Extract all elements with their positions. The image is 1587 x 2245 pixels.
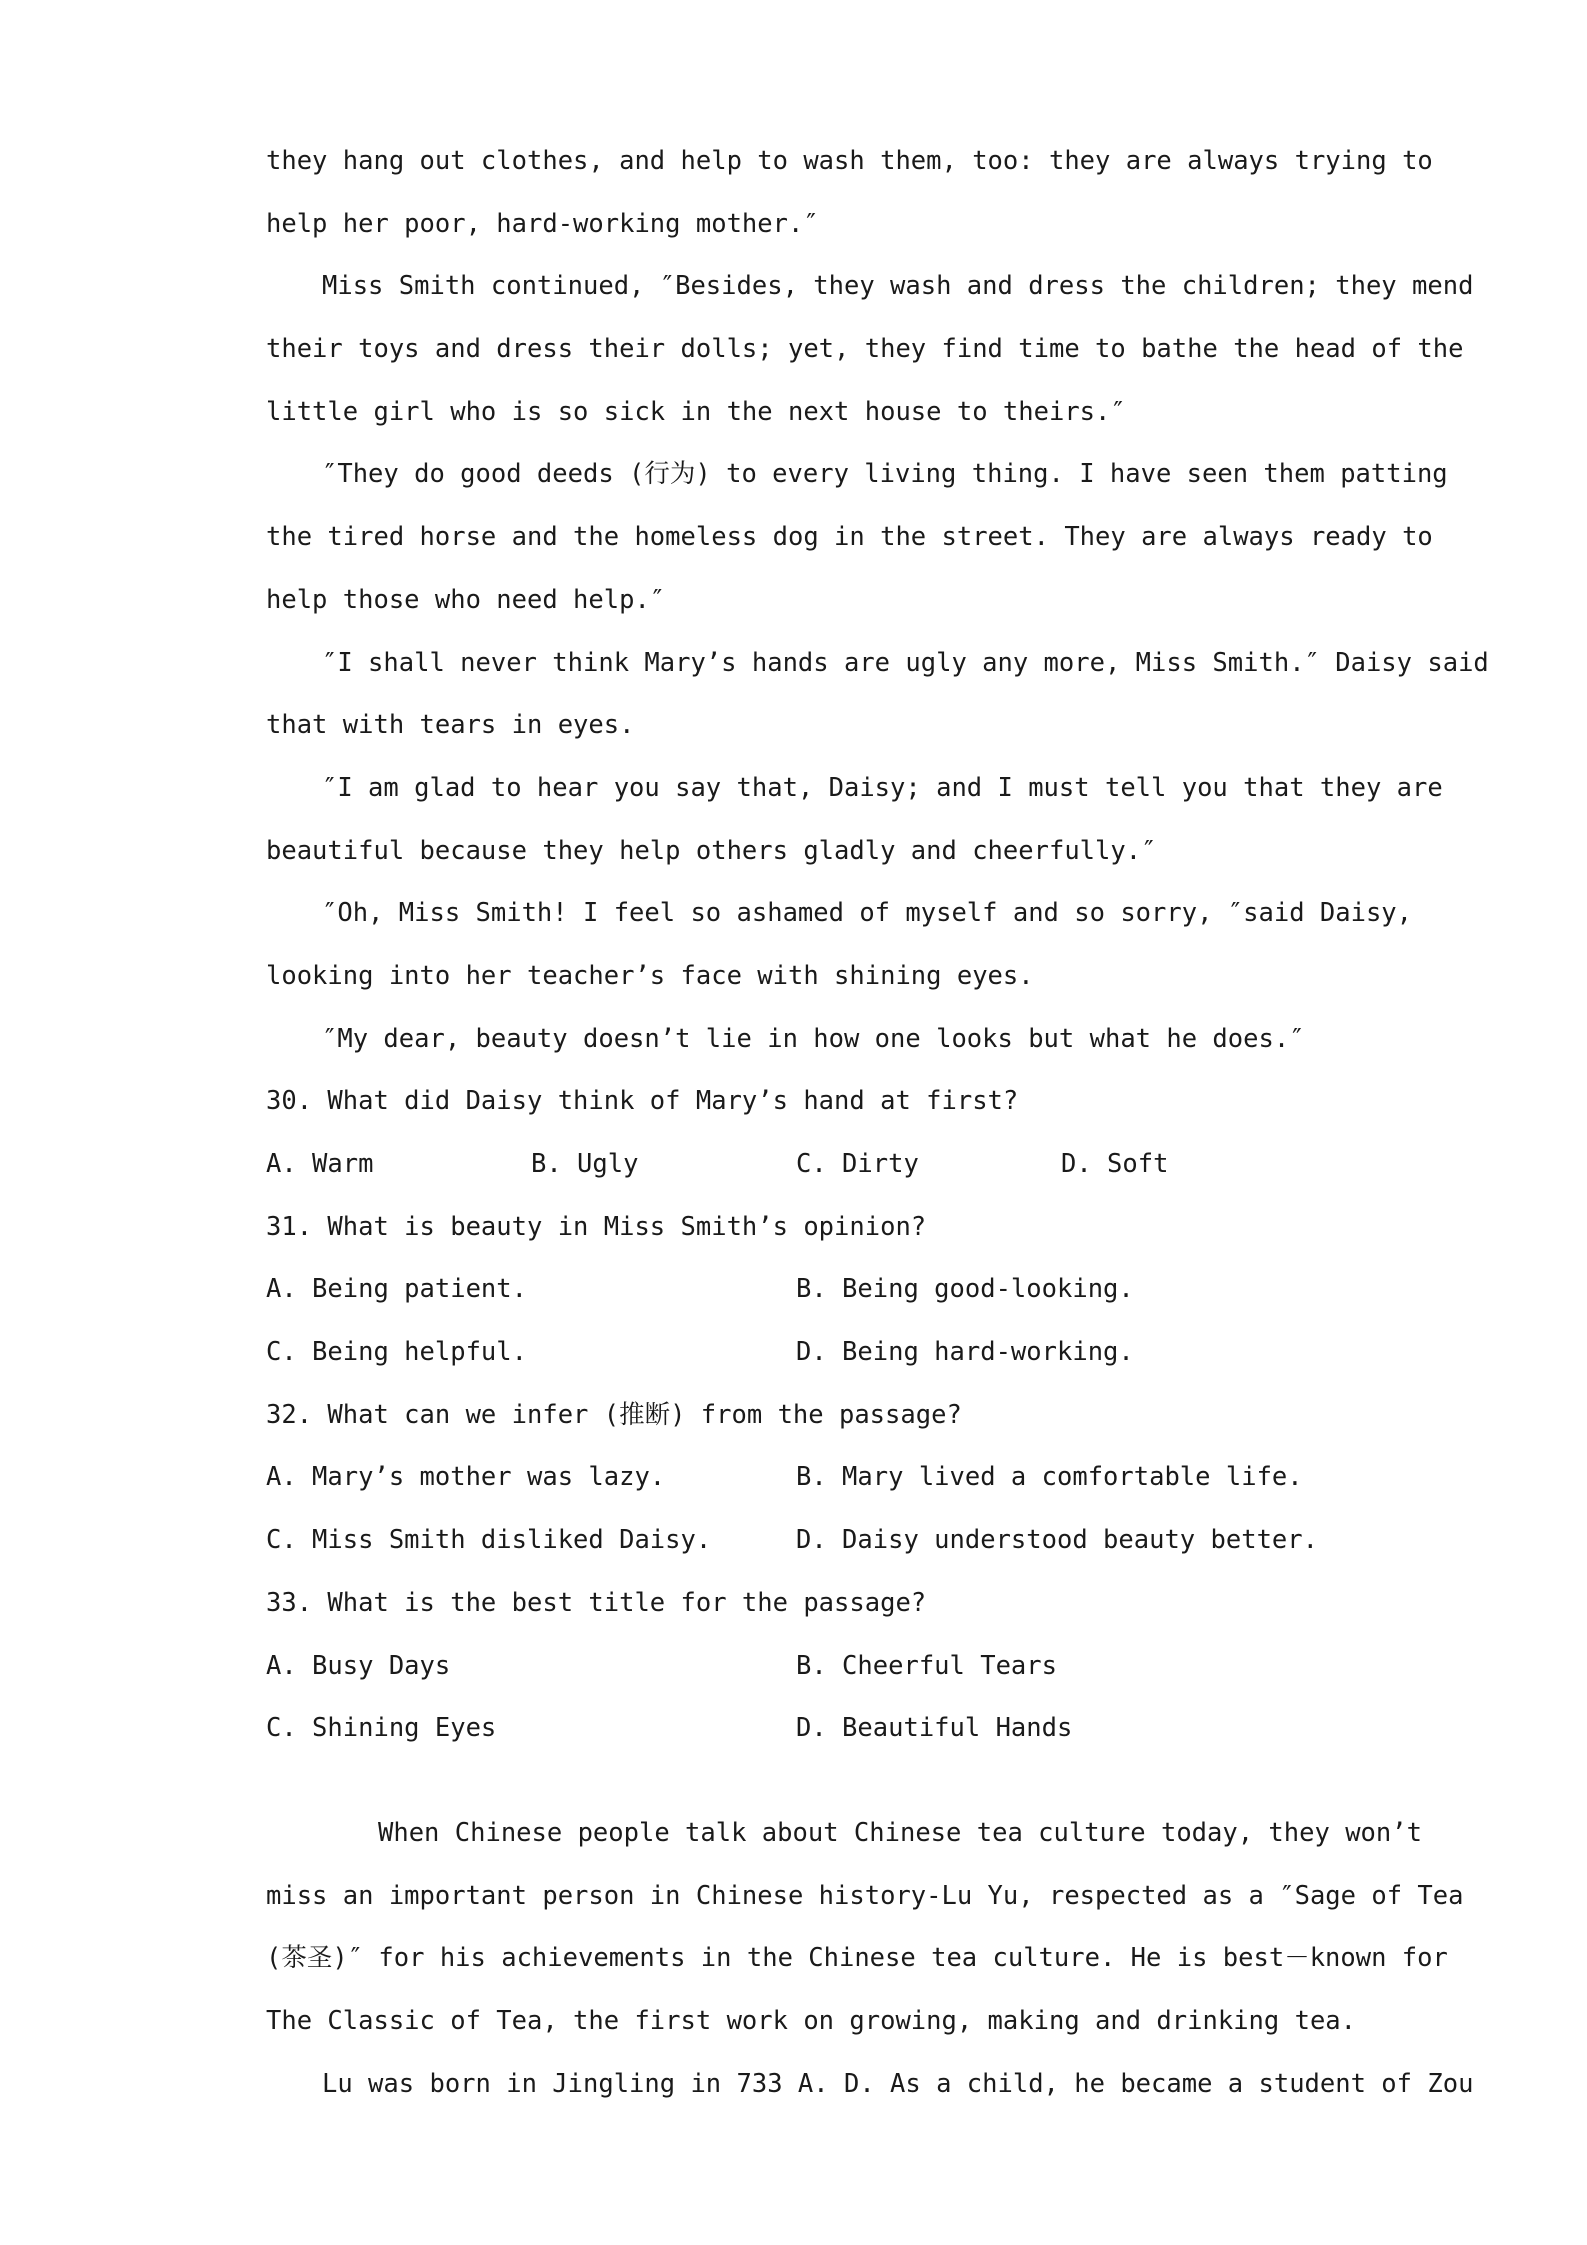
text-line: that with tears in eyes. <box>266 710 635 741</box>
question-stem: 31. What is beauty in Miss Smith’s opinion? <box>266 1211 927 1242</box>
text-line: beautiful because they help others gladly and cheerfully.″ <box>266 835 1157 866</box>
text-line: help those who need help.″ <box>266 584 666 615</box>
text-line: Miss Smith continued, ″Besides, they wash and dress the children; they mend <box>322 271 1474 302</box>
option-d: D. Being hard-working. <box>796 1337 1134 1368</box>
text-line: help her poor, hard-working mother.″ <box>266 208 819 239</box>
options-row <box>266 1509 1326 1572</box>
text-line: ″I shall never think Mary’s hands are ugly any more, Miss Smith.″ Daisy said <box>322 647 1489 678</box>
question-stem: 30. What did Daisy think of Mary’s hand at first? <box>266 1086 1019 1117</box>
options-row <box>266 1133 1326 1196</box>
passage-paragraph <box>266 1802 1464 2053</box>
option-a: A. Being patient. <box>266 1274 527 1305</box>
text-line: little girl who is so sick in the next house to theirs.″ <box>266 396 1126 427</box>
option-b: B. Being good-looking. <box>796 1274 1134 1305</box>
option-c: C. Shining Eyes <box>266 1713 497 1744</box>
text-line: When Chinese people talk about Chinese tea culture today, they won’t <box>378 1817 1422 1848</box>
option-c: C. Being helpful. <box>266 1337 527 1368</box>
option-b: B. Ugly <box>531 1149 639 1179</box>
options-row <box>266 1697 1326 1760</box>
text-line: ″They do good deeds (行为) to every living thing. I have seen them patting <box>322 459 1448 490</box>
options-row <box>266 1258 1326 1321</box>
question-32 <box>266 1384 1326 1572</box>
text-line: ″Oh, Miss Smith! I feel so ashamed of myself and so sorry, ″said Daisy, <box>322 898 1413 929</box>
text-line: The Classic of Tea, the first work on growing, making and drinking tea. <box>266 2005 1357 2036</box>
question-30 <box>266 1070 1326 1195</box>
question-31 <box>266 1196 1326 1384</box>
passage-paragraph <box>266 2053 1474 2116</box>
text-line: Lu was born in Jingling in 733 A. D. As a child, he became a student of Zou <box>322 2068 1474 2099</box>
passage-paragraph <box>266 443 1448 631</box>
option-d: D. Daisy understood beauty better. <box>796 1525 1318 1556</box>
question-33 <box>266 1572 1326 1760</box>
option-a: A. Busy Days <box>266 1650 451 1681</box>
options-row <box>266 1446 1326 1509</box>
text-line: they hang out clothes, and help to wash them, too: they are always trying to <box>266 146 1433 176</box>
option-c: C. Dirty <box>796 1149 919 1179</box>
option-a: A. Warm <box>266 1149 374 1179</box>
passage-paragraph <box>266 1008 1326 1071</box>
text-line: (茶圣)″ for his achievements in the Chinese tea culture. He is best－known for <box>266 1943 1448 1974</box>
option-d: D. Soft <box>1061 1149 1169 1179</box>
text-line: looking into her teacher’s face with shining eyes. <box>266 960 1034 991</box>
passage-paragraph <box>266 757 1443 882</box>
text-line: miss an important person in Chinese history-Lu Yu, respected as a ″Sage of Tea <box>266 1880 1464 1911</box>
option-a: A. Mary’s mother was lazy. <box>266 1462 666 1493</box>
text-line: ″My dear, beauty doesn’t lie in how one looks but what he does.″ <box>322 1023 1305 1054</box>
passage-paragraph <box>266 255 1474 443</box>
option-b: B. Mary lived a comfortable life. <box>796 1462 1303 1493</box>
exam-page <box>266 130 1489 2115</box>
section-gap <box>266 1760 1326 1802</box>
text-line: their toys and dress their dolls; yet, they find time to bathe the head of the <box>266 334 1464 365</box>
text-line: the tired horse and the homeless dog in the street. They are always ready to <box>266 522 1433 553</box>
option-d: D. Beautiful Hands <box>796 1713 1073 1744</box>
option-c: C. Miss Smith disliked Daisy. <box>266 1525 712 1556</box>
text-line: ″I am glad to hear you say that, Daisy; and I must tell you that they are <box>322 772 1443 803</box>
option-b: B. Cheerful Tears <box>796 1650 1057 1681</box>
options-row <box>266 1635 1326 1698</box>
question-stem: 32. What can we infer (推断) from the passage? <box>266 1399 962 1430</box>
passage-paragraph <box>266 632 1489 757</box>
passage-paragraph <box>266 130 1433 255</box>
question-stem: 33. What is the best title for the passage? <box>266 1587 927 1618</box>
options-row <box>266 1321 1326 1384</box>
passage-paragraph <box>266 882 1413 1007</box>
